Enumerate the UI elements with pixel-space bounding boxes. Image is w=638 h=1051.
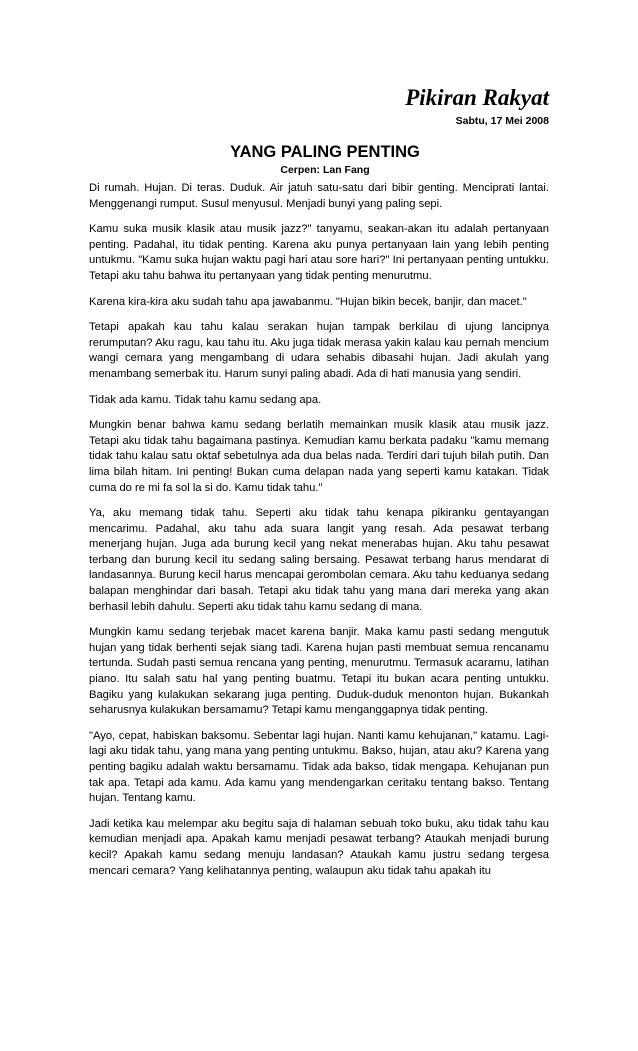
story-body	[89, 181, 549, 889]
paragraph: Kamu suka musik klasik atau musik jazz?" tanyamu, seakan-akan itu adalah pertanyaan penting. Padahal, itu tidak penting. Karena aku punya pertanyaan lain yang lebih penting untukmu. "Kamu suka hujan waktu pagi hari atau sore hari?" Ini pertanyaan penting untukku. Tetapi aku tahu bahwa itu pertanyaan yang tidak penting menurutmu.	[89, 223, 549, 282]
paragraph: Ya, aku memang tidak tahu. Seperti aku tidak tahu kenapa pikiranku gentayangan mencarimu. Padahal, aku tahu ada suara langit yang resah. Ada pesawat terbang menerjang hujan. Juga ada burung kecil yang nekat menerabas hujan. Aku tahu pesawat terbang dan burung kecil itu sedang saling bersaing. Pesawat terbang harus mendarat di landasannya. Burung kecil harus mencapai gerombolan cemara. Aku tahu keduanya sedang balapan menghindar dari basah. Tetapi aku tidak tahu yang mana dari mereka yang akan berhasil lebih dahulu. Seperti aku tidak tahu kamu sedang di mana.	[89, 507, 549, 613]
story-byline: Cerpen: Lan Fang	[280, 164, 370, 176]
paragraph: Mungkin benar bahwa kamu sedang berlatih memainkan musik klasik atau musik jazz. Tetapi aku tidak tahu bagaimana pastinya. Kemudian kamu berkata padaku "kamu memang tidak tahu kalau satu oktaf sebetulnya ada dua belas nada. Terdiri dari tujuh bilah putih. Dan lima bilah hitam. Ini penting! Bukan cuma delapan nada yang seperti kamu katakan. Tidak cuma do re mi fa sol la si do. Kamu tidak tahu."	[89, 419, 549, 494]
masthead	[405, 84, 549, 128]
paragraph: Karena kira-kira aku sudah tahu apa jawabanmu. "Hujan bikin becek, banjir, dan macet."	[89, 295, 527, 308]
paragraph: Mungkin kamu sedang terjebak macet karena banjir. Maka kamu pasti sedang mengutuk hujan yang tidak berhenti sejak siang tadi. Karena hujan pasti membuat semua rencanamu tertunda. Sudah pasti semua rencana yang penting, menurutmu. Termasuk acaramu, latihan piano. Itu salah satu hal yang penting buatmu. Tetapi itu bukan acara penting untukku. Bagiku yang kulakukan sekarang juga penting. Duduk-duduk menonton hujan. Bukankah seharusnya kulakukan bersamamu? Tetapi kamu menganggapnya tidak penting.	[89, 626, 549, 717]
paragraph: Tidak ada kamu. Tidak tahu kamu sedang apa.	[89, 393, 322, 406]
publication-date: Sabtu, 17 Mei 2008	[455, 115, 549, 127]
publication-name: Pikiran Rakyat	[405, 85, 549, 110]
paragraph: Di rumah. Hujan. Di teras. Duduk. Air jatuh satu-satu dari bibir genting. Menciprati lantai. Menggenangi rumput. Susul menyusul. Menjadi bunyi yang paling sepi.	[89, 182, 549, 210]
paragraph: Jadi ketika kau melempar aku begitu saja di halaman sebuah toko buku, aku tidak tahu kau kemudian menjadi apa. Apakah kamu menjadi pesawat terbang? Ataukah menjadi burung kecil? Apakah kamu sedang menuju landasan? Ataukah kamu justru sedang tergesa mencari cemara? Yang kelihatannya penting, walaupun aku tidak tahu apakah itu	[89, 817, 549, 877]
paragraph: "Ayo, cepat, habiskan baksomu. Sebentar lagi hujan. Nanti kamu kehujanan," katamu. Lagi-lagi aku tidak tahu, yang mana yang penting untukmu. Bakso, hujan, atau aku? Karena yang penting bagiku adalah waktu bersamamu. Tidak ada bakso, tidak mengapa. Kehujanan pun tak apa. Tetapi ada kamu. Ada kamu yang mendengarkan ceritaku tentang bakso. Tentang hujan. Tentang kamu.	[89, 729, 549, 805]
story-title: YANG PALING PENTING	[230, 143, 420, 161]
paragraph: Tetapi apakah kau tahu kalau serakan hujan tampak berkilau di ujung lancipnya rerumputan? Aku ragu, kau tahu itu. Aku juga tidak merasa yakin kalau kau pernah mencium wangi cemara yang mengambang di udara sehabis dibasahi hujan. Jadi akulah yang menambang semerbak itu. Harum sunyi paling abadi. Ada di hati manusia yang sendiri.	[89, 321, 549, 380]
